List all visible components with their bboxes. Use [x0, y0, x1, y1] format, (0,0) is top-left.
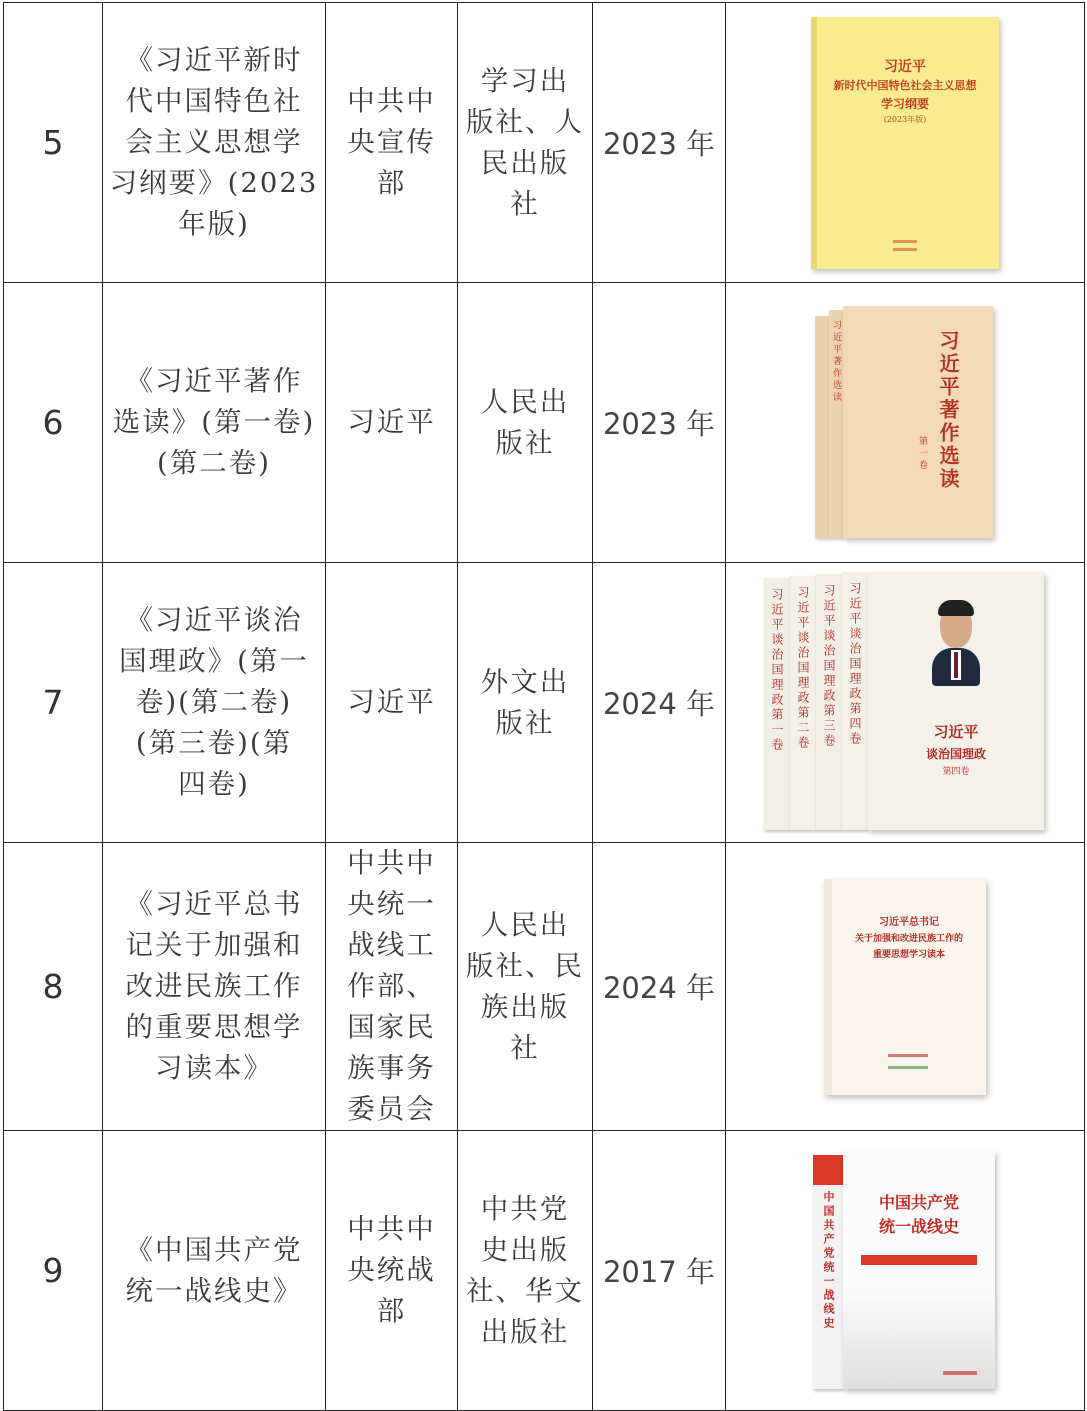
book-publisher: 外文出 版社: [480, 665, 570, 739]
book-cover-image: [764, 572, 1046, 834]
book-author: 习近平: [347, 686, 436, 718]
cover-publisher-mark: [893, 240, 917, 243]
cover-title-line: 重要思想学习读本: [872, 949, 945, 960]
book-author: 中共中 央宣传 部: [347, 85, 436, 199]
publish-year: 2023 年: [593, 3, 726, 283]
table-row: [4, 3, 1085, 283]
book-spine: [815, 316, 829, 538]
book-publisher: 人民出 版社、民 族出版 社: [466, 908, 584, 1064]
book-spine: [764, 578, 790, 830]
spine-title: 习近平谈治国理政第三卷: [822, 583, 836, 749]
spine-title: 中国共产党统一战线史: [822, 1190, 835, 1331]
cover-edition: (2023年版): [883, 114, 927, 124]
spine-title: 习近平谈治国理政第四卷: [848, 581, 862, 747]
book-publisher: 学习出 版社、人 民出版 社: [466, 64, 584, 220]
book-author: 习近平: [347, 406, 436, 438]
book-spine: [829, 310, 843, 538]
book-title: 《习近平著作 选读》(第一卷) (第二卷): [112, 365, 316, 479]
row-number: 8: [4, 843, 103, 1131]
book-author: 中共中 央统一 战线工 作部、 国家民 族事务 委员会: [347, 847, 436, 1125]
book-spine: [790, 576, 816, 830]
book-publisher: 人民出 版社: [480, 385, 570, 459]
book-cover-image: [811, 17, 999, 269]
cover-title-line: 习近平: [884, 58, 926, 75]
book-author: 中共中 央统战 部: [347, 1213, 436, 1327]
cover-publisher-mark: [888, 1066, 928, 1069]
publish-year: 2024 年: [593, 843, 726, 1131]
book-cover-image: [815, 306, 995, 540]
cover-publisher-mark: [893, 248, 917, 251]
cover-volume: 第一卷: [917, 435, 927, 472]
cover-red-band: [861, 1255, 977, 1265]
table-row: [4, 843, 1085, 1131]
book-title: 《中国共产党 统一战线史》: [125, 1233, 303, 1307]
table-row: [4, 283, 1085, 563]
spine-title: 习近平谈治国理政第二卷: [796, 585, 810, 751]
row-number: 7: [4, 563, 103, 843]
book-cover-image: [824, 879, 986, 1095]
spine-title: 习近平著作选读: [831, 319, 841, 404]
books-table: [3, 2, 1085, 1411]
author-portrait: [922, 600, 990, 686]
cover-title-line: 习近平: [933, 722, 979, 741]
book-spine: [813, 1155, 843, 1389]
cover-title-line: 关于加强和改进民族工作的: [854, 933, 963, 944]
book-spine: [816, 574, 842, 830]
table-row: [4, 1131, 1085, 1411]
cover-title-line: 新时代中国特色社会主义思想: [833, 78, 977, 92]
row-number: 6: [4, 283, 103, 563]
publish-year: 2024 年: [593, 563, 726, 843]
row-number: 5: [4, 3, 103, 283]
cover-publisher-mark: [888, 1054, 928, 1057]
cover-title-line: 习近平总书记: [879, 916, 939, 928]
book-publisher: 中共党 史出版 社、华文 出版社: [466, 1192, 584, 1348]
book-cover-image: [813, 1151, 997, 1391]
cover-title-line: 谈治国理政: [925, 746, 986, 761]
book-spine: [842, 572, 868, 830]
cover-title-line: 中国共产党: [878, 1192, 959, 1212]
cover-title-line: 学习纲要: [880, 96, 929, 111]
row-number: 9: [4, 1131, 103, 1411]
cover-title: 习近平著作选读: [936, 329, 960, 491]
spine-title: 习近平谈治国理政第一卷: [770, 587, 784, 753]
table-row: [4, 563, 1085, 843]
book-title: 《习近平总书 记关于加强和 改进民族工作 的重要思想学 习读本》: [125, 888, 303, 1084]
book-title: 《习近平谈治 国理政》(第一 卷)(第二卷) (第三卷)(第 四卷): [119, 604, 309, 800]
publish-year: 2023 年: [593, 283, 726, 563]
book-title: 《习近平新时 代中国特色社 会主义思想学 习纲要》(2023 年版): [109, 44, 319, 240]
cover-volume: 第四卷: [942, 766, 970, 777]
publish-year: 2017 年: [593, 1131, 726, 1411]
cover-publisher-mark: [943, 1371, 977, 1375]
cover-title-line: 统一战线史: [878, 1216, 959, 1236]
